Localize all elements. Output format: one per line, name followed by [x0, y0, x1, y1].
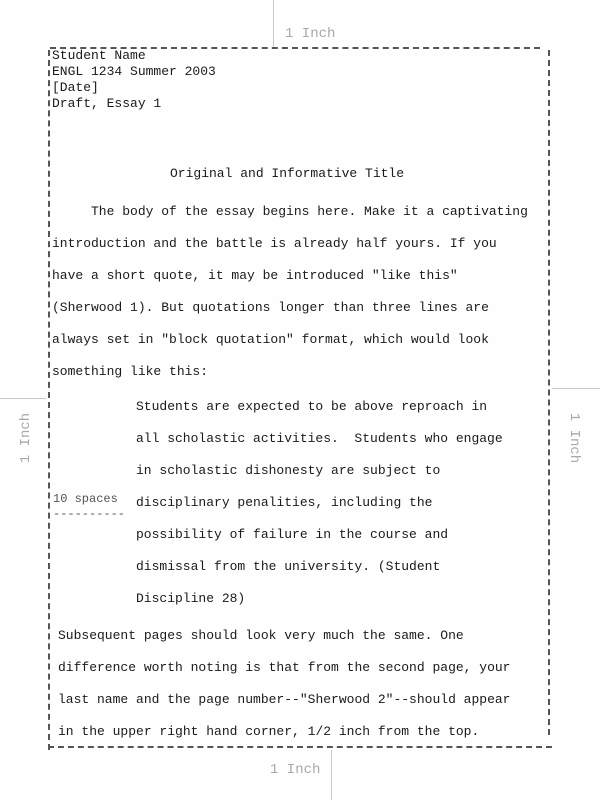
- top-margin-label: 1 Inch: [285, 26, 336, 42]
- closing-line: Subsequent pages should look very much the same. One: [58, 628, 464, 643]
- heading-student-name: Student Name: [52, 48, 146, 63]
- closing-line: in the upper right hand corner, 1/2 inch from the top.: [58, 724, 480, 739]
- body-line: something like this:: [52, 364, 209, 379]
- left-margin-label: 1 Inch: [18, 412, 34, 464]
- closing-line: last name and the page number--"Sherwood 2"--should appear: [58, 692, 511, 707]
- quote-line: all scholastic activities. Students who engage: [136, 431, 503, 446]
- body-line: (Sherwood 1). But quotations longer than three lines are: [52, 300, 489, 315]
- right-dashed-border: [548, 50, 550, 735]
- heading-date: [Date]: [52, 80, 99, 95]
- right-margin-label: 1 Inch: [566, 412, 582, 464]
- closing-line: difference worth noting is that from the second page, your: [58, 660, 511, 675]
- heading-draft: Draft, Essay 1: [52, 96, 162, 111]
- quote-line: dismissal from the university. (Student: [136, 559, 441, 574]
- indent-annotation-rule: ----------: [53, 507, 126, 521]
- top-guide-line: [273, 0, 274, 48]
- left-guide-line: [0, 398, 46, 399]
- body-line: The body of the essay begins here. Make it a captivating: [52, 204, 528, 219]
- bottom-dashed-border: [48, 746, 552, 748]
- indent-annotation-label: 10 spaces: [53, 492, 118, 506]
- quote-line: disciplinary penalities, including the: [136, 495, 433, 510]
- bottom-guide-line: [331, 750, 332, 800]
- body-line: have a short quote, it may be introduced "like this": [52, 268, 458, 283]
- quote-line: in scholastic dishonesty are subject to: [136, 463, 441, 478]
- quote-line: Students are expected to be above reproach in: [136, 399, 488, 414]
- right-guide-line: [552, 388, 600, 389]
- essay-title: Original and Informative Title: [170, 166, 405, 181]
- body-line: introduction and the battle is already half yours. If you: [52, 236, 497, 251]
- body-line: always set in "block quotation" format, which would look: [52, 332, 489, 347]
- heading-course: ENGL 1234 Summer 2003: [52, 64, 216, 79]
- quote-line: possibility of failure in the course and: [136, 527, 449, 542]
- left-dashed-border: [48, 50, 50, 750]
- bottom-margin-label: 1 Inch: [270, 762, 321, 778]
- quote-line: Discipline 28): [136, 591, 246, 606]
